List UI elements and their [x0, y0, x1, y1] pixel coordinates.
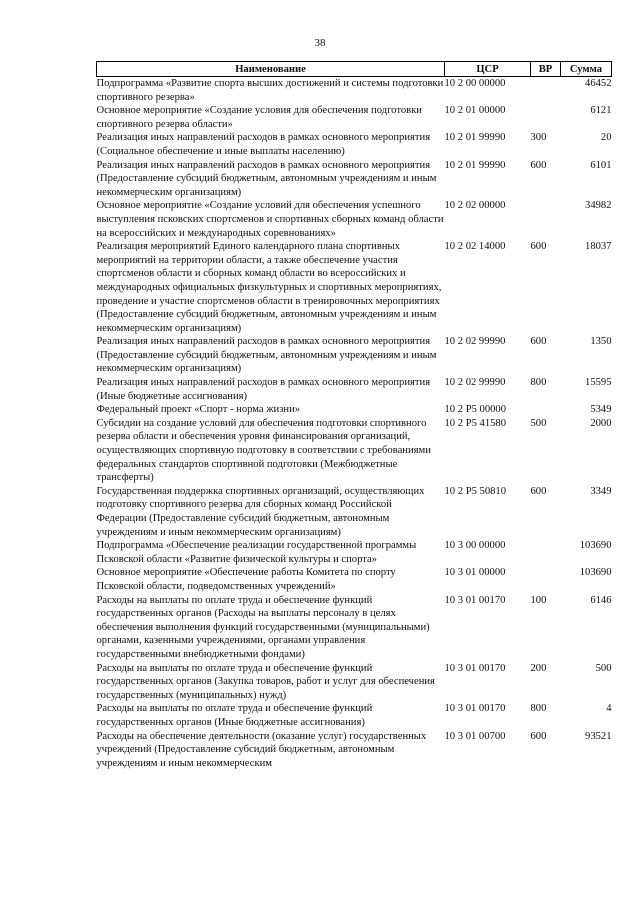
cell-name: Основное мероприятие «Обеспечение работы Комитета по спорту Псковской области, подведомственных учреждений»: [96, 567, 396, 592]
cell-csr: 10 3 01 00170: [444, 594, 506, 606]
cell-name: Субсидии на создание условий для обеспечения подготовки спортивного резерва области и обеспечения уровня финансирования организаций, осуществляющих спортивную подготовку в соответствии с требованиями федеральных стандартов спортивной подготовки (Межбюджетные трансферты): [96, 417, 431, 484]
cell-vr: 600: [530, 336, 547, 348]
table-header-row: [97, 62, 612, 77]
table-row: [97, 403, 612, 417]
table-row: [97, 662, 612, 703]
cell-sum: 3349: [590, 485, 612, 497]
cell-vr: [531, 199, 561, 240]
cell-name: Подпрограмма «Обеспечение реализации государственной программы Псковской области «Развитие физической культуры и спорта»: [96, 540, 417, 565]
cell-name: Основное мероприятие «Создание условий для обеспечения успешного выступления псковских спортсменов и спортивных сборных команд области на всероссийских и международных соревнованиях»: [96, 200, 444, 239]
cell-name: Основное мероприятие «Создание условия для обеспечения подготовки спортивного резерва области»: [96, 105, 422, 130]
cell-csr: 10 3 01 00170: [444, 662, 506, 674]
cell-sum: 1350: [590, 336, 612, 348]
table-row: [97, 417, 612, 485]
budget-table: [96, 61, 612, 770]
cell-csr: 10 2 P5 00000: [444, 404, 507, 416]
column-header-name: Наименование: [97, 62, 445, 77]
cell-csr: 10 2 02 99990: [444, 336, 506, 348]
cell-csr: 10 2 01 00000: [444, 105, 506, 117]
cell-vr: 600: [530, 730, 547, 742]
cell-csr: 10 2 02 14000: [444, 241, 506, 253]
table-row: [97, 702, 612, 729]
table-row: [97, 335, 612, 376]
cell-vr: 300: [530, 132, 547, 144]
table-row: [97, 104, 612, 131]
table-row: [97, 730, 612, 771]
cell-vr: [531, 566, 561, 593]
cell-csr: 10 2 02 99990: [444, 377, 506, 389]
cell-name: Федеральный проект «Спорт - норма жизни»: [96, 404, 301, 416]
column-header-csr: ЦСР: [445, 62, 531, 77]
cell-sum: 18037: [585, 241, 612, 253]
cell-vr: [531, 77, 561, 105]
cell-name: Реализация иных направлений расходов в рамках основного мероприятия (Предоставление субсидий бюджетным, автономным учреждениям и иным некоммерческим организациям): [96, 336, 437, 375]
cell-vr: [531, 104, 561, 131]
table-row: [97, 566, 612, 593]
cell-sum: 5349: [590, 404, 612, 416]
cell-name: Подпрограмма «Развитие спорта высших достижений и системы подготовки спортивного резерва»: [96, 78, 444, 103]
cell-vr: 500: [530, 417, 547, 429]
cell-sum: 34982: [585, 200, 612, 212]
cell-csr: 10 3 01 00170: [444, 703, 506, 715]
cell-csr: 10 2 P5 50810: [444, 485, 507, 497]
cell-vr: 200: [530, 662, 547, 674]
cell-sum: 4: [606, 703, 612, 715]
cell-sum: 20: [600, 132, 612, 144]
cell-sum: 46452: [585, 78, 612, 89]
cell-csr: 10 2 00 00000: [444, 78, 506, 89]
cell-vr: 100: [530, 594, 547, 606]
table-row: [97, 199, 612, 240]
cell-csr: 10 3 01 00000: [444, 567, 506, 579]
cell-sum: 6101: [590, 159, 612, 171]
table-row: [97, 240, 612, 335]
cell-csr: 10 2 P5 41580: [444, 417, 507, 429]
cell-vr: 600: [530, 241, 547, 253]
cell-csr: 10 2 01 99990: [444, 159, 506, 171]
table-row: [97, 539, 612, 566]
cell-name: Государственная поддержка спортивных организаций, осуществляющих подготовку спортивного резерва для сборных команд Российской Федерации (Предоставление субсидий бюджетным, автономным учреждениям и иным некоммерческим организациям): [96, 485, 425, 538]
table-row: [97, 594, 612, 662]
cell-sum: 6146: [590, 594, 612, 606]
cell-name: Расходы на выплаты по оплате труда и обеспечение функций государственных органов (Закупка товаров, работ и услуг для обеспечения государственных (муниципальных) нужд): [96, 662, 435, 701]
page-number: 38: [314, 37, 326, 49]
column-header-sum: Сумма: [561, 62, 612, 77]
cell-vr: [531, 539, 561, 566]
cell-name: Реализация иных направлений расходов в рамках основного мероприятия (Социальное обеспечение и иные выплаты населению): [96, 132, 431, 157]
cell-csr: 10 3 01 00700: [444, 730, 506, 742]
table-row: [97, 485, 612, 539]
cell-vr: 600: [530, 485, 547, 497]
cell-name: Реализация иных направлений расходов в рамках основного мероприятия (Иные бюджетные ассигнования): [96, 377, 431, 402]
cell-vr: 800: [530, 377, 547, 389]
cell-sum: 103690: [579, 540, 612, 552]
cell-csr: 10 3 00 00000: [444, 540, 506, 552]
cell-sum: 2000: [590, 417, 612, 429]
cell-name: Реализация иных направлений расходов в рамках основного мероприятия (Предоставление субсидий бюджетным, автономным учреждениям и иным некоммерческим организациям): [96, 159, 437, 198]
cell-name: Расходы на обеспечение деятельности (оказание услуг) государственных учреждений (Предоставление субсидий бюджетным, автономным учреждениям и иным некоммерческим: [96, 730, 427, 769]
table-row: [97, 376, 612, 403]
cell-name: Расходы на выплаты по оплате труда и обеспечение функций государственных органов (Иные бюджетные ассигнования): [96, 703, 373, 728]
cell-sum: 6121: [590, 105, 612, 117]
table-row: [97, 77, 612, 105]
table-row: [97, 159, 612, 200]
cell-vr: 800: [530, 703, 547, 715]
cell-sum: 15595: [585, 377, 612, 389]
cell-vr: 600: [530, 159, 547, 171]
cell-sum: 93521: [585, 730, 612, 742]
cell-csr: 10 2 01 99990: [444, 132, 506, 144]
table-row: [97, 131, 612, 158]
column-header-vr: ВР: [531, 62, 561, 77]
cell-vr: [531, 403, 561, 417]
cell-sum: 500: [595, 662, 612, 674]
cell-csr: 10 2 02 00000: [444, 200, 506, 212]
cell-sum: 103690: [579, 567, 612, 579]
cell-name: Расходы на выплаты по оплате труда и обеспечение функций государственных органов (Расходы на выплаты персоналу в целях обеспечения выполнения функций государственными (муниципальными) органами, казенными учреждениями, органами управления государственными внебюджетными фондами): [96, 594, 430, 660]
cell-name: Реализация мероприятий Единого календарного плана спортивных мероприятий на территории области, а также обеспечение участия спортсменов области и сборных команд области во всероссийских и международных официальных физкультурных и спортивных мероприятиях, проведение и участие спортсменов области в тренировочных мероприятиях (Предоставление субсидий бюджетным, автономным учреждениям и иным некоммерческим организациям): [96, 241, 442, 334]
